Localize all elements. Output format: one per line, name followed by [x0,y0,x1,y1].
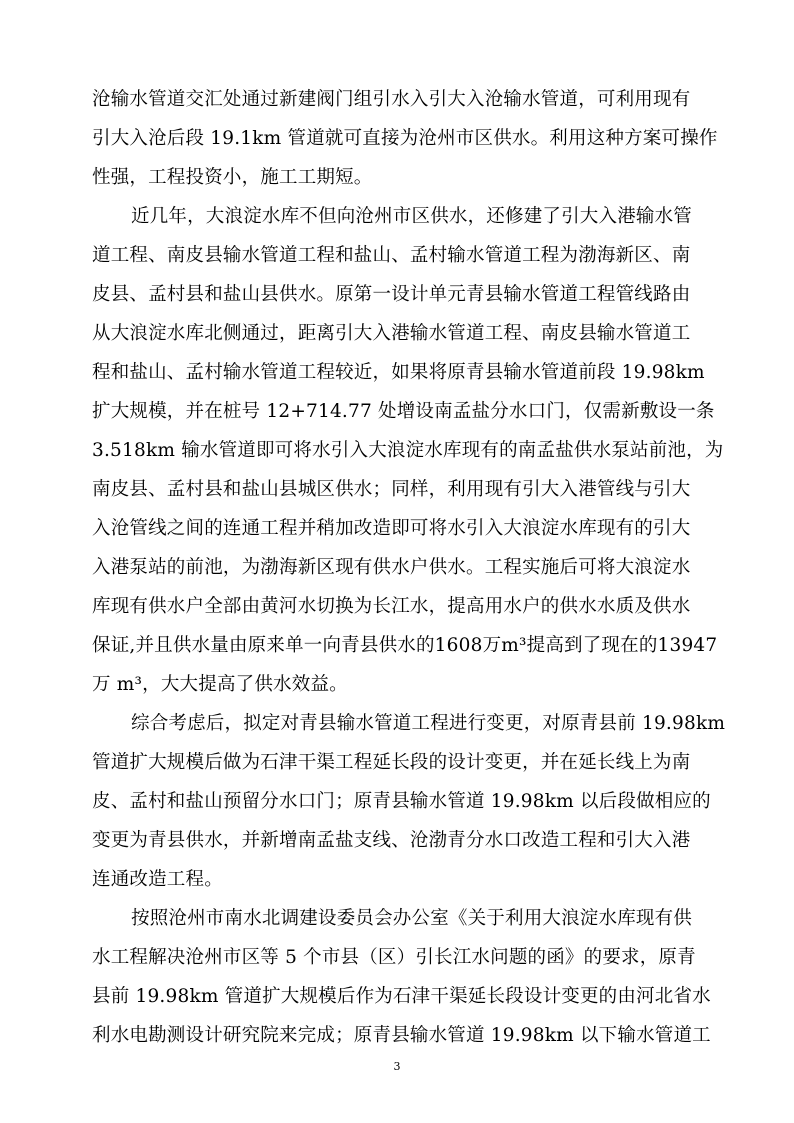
text-line: 3.518km 输水管道即可将水引入大浪淀水库现有的南孟盐供水泵站前池，为 [92,440,724,461]
text-line: 管道扩大规模后做为石津干渠工程延长段的设计变更，并在延长线上为南 [92,752,691,773]
text-line: 从大浪淀水库北侧通过，距离引大入港输水管道工程、南皮县输水管道工 [92,323,691,344]
text-line: 保证,并且供水量由原来单一向青县供水的1608万m³提高到了现在的13947 [92,635,718,656]
paragraph-first-line: 综合考虑后，拟定对青县输水管道工程进行变更，对原青县前 19.98km [131,713,726,734]
text-line: 皮、孟村和盐山预留分水口门；原青县输水管道 19.98km 以后段做相应的 [92,791,711,812]
text-line: 引大入沧后段 19.1km 管道就可直接为沧州市区供水。利用这种方案可操作 [92,128,718,149]
text-line: 万 m³，大大提高了供水效益。 [92,674,348,695]
text-line: 程和盐山、孟村输水管道工程较近，如果将原青县输水管道前段 19.98km [92,362,705,383]
paragraph-first-line: 近几年，大浪淀水库不但向沧州市区供水，还修建了引大入港输水管 [131,206,693,227]
text-line: 性强，工程投资小，施工工期短。 [92,167,373,188]
text-line: 南皮县、孟村县和盐山县城区供水；同样，利用现有引大入港管线与引大 [92,479,691,500]
text-line: 利水电勘测设计研究院来完成；原青县输水管道 19.98km 以下输水管道工 [92,1025,711,1046]
text-line: 变更为青县供水，并新增南孟盐支线、沧渤青分水口改造工程和引大入港 [92,830,691,851]
text-line: 沧输水管道交汇处通过新建阀门组引水入引大入沧输水管道，可利用现有 [92,89,691,110]
text-line: 县前 19.98km 管道扩大规模后作为石津干渠延长段设计变更的由河北省水 [92,986,711,1007]
paragraph-first-line: 按照沧州市南水北调建设委员会办公室《关于利用大浪淀水库现有供 [131,908,693,929]
text-line: 入沧管线之间的连通工程并稍加改造即可将水引入大浪淀水库现有的引大 [92,518,691,539]
text-line: 道工程、南皮县输水管道工程和盐山、孟村输水管道工程为渤海新区、南 [92,245,691,266]
page-number: 3 [393,1060,401,1073]
text-line: 皮县、孟村县和盐山县供水。原第一设计单元青县输水管道工程管线路由 [92,284,691,305]
text-line: 连通改造工程。 [92,869,223,890]
text-line: 扩大规模，并在桩号 12+714.77 处增设南孟盐分水口门，仅需新敷设一条 [92,401,715,422]
text-line: 入港泵站的前池，为渤海新区现有供水户供水。工程实施后可将大浪淀水 [92,557,691,578]
text-line: 水工程解决沧州市区等 5 个市县（区）引长江水问题的函》的要求，原青 [92,947,696,968]
text-line: 库现有供水户全部由黄河水切换为长江水，提高用水户的供水水质及供水 [92,596,691,617]
